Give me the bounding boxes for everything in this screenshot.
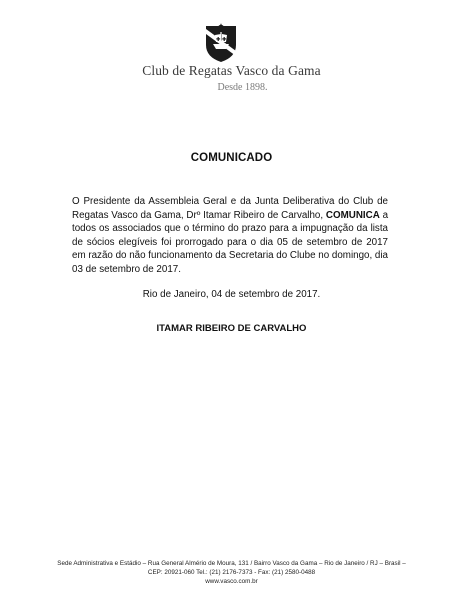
- body-emphasis: COMUNICA: [325, 209, 380, 221]
- place-date: Rio de Janeiro, 04 de setembro de 2017.: [142, 289, 321, 300]
- club-name: Club de Regatas Vasco da Gama: [142, 63, 321, 78]
- document-title: COMUNICADO: [190, 152, 273, 164]
- footer-contact: CEP: 20921-060 Tel.: (21) 2176-7373 - Fax: (21) 2580-0488: [147, 569, 316, 577]
- footer-website-link[interactable]: www.vasco.com.br: [205, 578, 258, 586]
- announcement-body: [72, 195, 388, 277]
- footer-address: Sede Administrativa e Estádio – Rua General Almério de Moura, 131 / Bairro Vasco da Gama – Rio de Janeiro / RJ – Brasil –: [57, 560, 406, 567]
- signatory-name: ITAMAR RIBEIRO DE CARVALHO: [156, 323, 307, 334]
- club-since: Desde 1898.: [217, 82, 268, 93]
- body-text-part: a todos os associados que o término do prazo para a impugnação da lista de sócios elegíveis foi prorrogado para o dia 05 de setembro de 2017 em razão do não funcionamento da Secretaria do Clube no domingo, dia 03 de setembro de 2017.: [72, 209, 389, 275]
- club-crest-logo: [204, 23, 238, 63]
- body-text-part: O Presidente da Assembleia Geral e da Junta Deliberativa do Club de Regatas Vasco da Gama, Drº Itamar Ribeiro de Carvalho,: [72, 196, 388, 221]
- footer: [0, 559, 463, 587]
